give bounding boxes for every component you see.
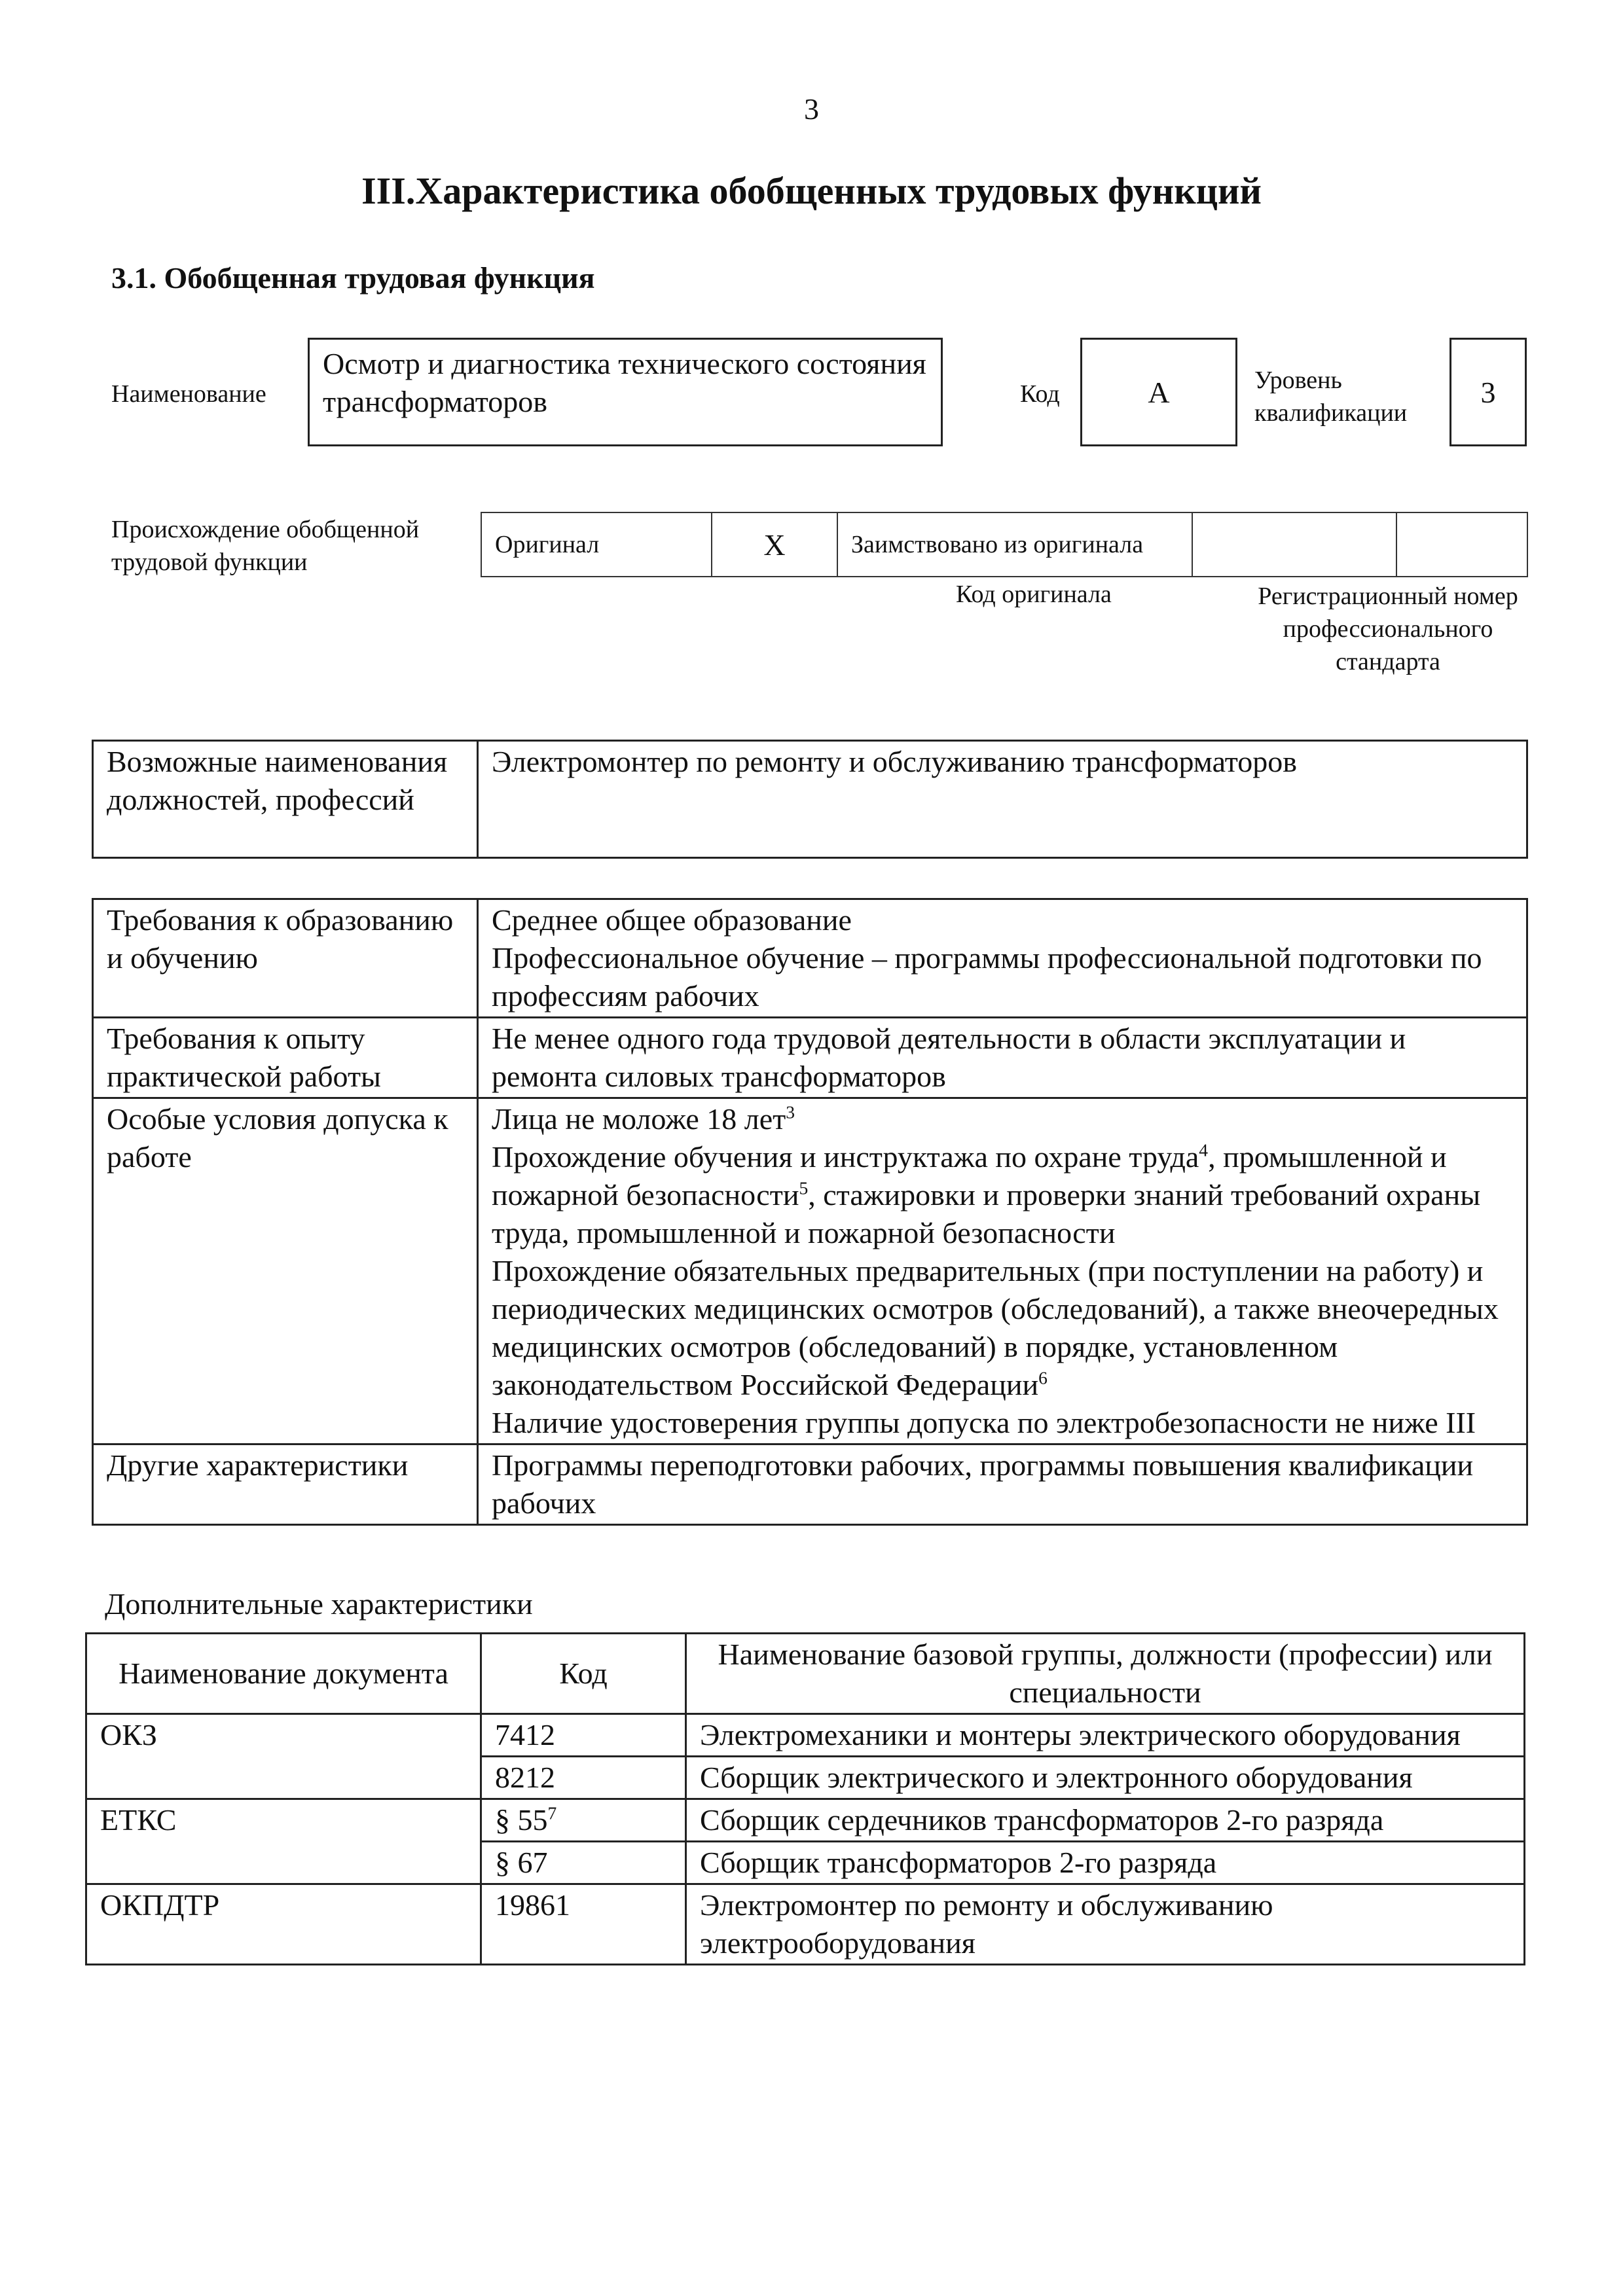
professions-row (93, 741, 1527, 858)
code-label: Код (1020, 380, 1060, 408)
okz-code-2: 8212 (481, 1757, 686, 1799)
professions-value: Электромонтер по ремонту и обслуживанию трансформаторов (478, 741, 1527, 858)
footnote-ref: 3 (786, 1102, 795, 1122)
etks-code-1: § $55^7$ (481, 1799, 686, 1842)
reg-number-cell (1396, 512, 1527, 577)
borrowed-cell: Заимствовано из оригинала (837, 512, 1192, 577)
function-name-value: Осмотр и диагностика технического состояния трансформаторов (323, 347, 926, 418)
subsection-title: 3.1. Обобщенная трудовая функция (111, 261, 595, 295)
conditions-label: Особые условия допуска к работе (93, 1098, 478, 1444)
other-label: Другие характеристики (93, 1444, 478, 1525)
okpdtr-doc: ОКПДТР (86, 1884, 481, 1965)
etks-name-1: Сборщик сердечников трансформаторов 2-го разряда (686, 1799, 1525, 1842)
level-box (1450, 338, 1527, 446)
level-value: 3 (1480, 375, 1496, 409)
header-doc: Наименование документа (86, 1634, 481, 1714)
okpdtr-code: 19861 (481, 1884, 686, 1965)
footnote-ref: 5 (799, 1177, 809, 1198)
okz-name-2: Сборщик электрического и электронного оборудования (686, 1757, 1525, 1799)
function-name-box (308, 338, 943, 446)
origin-row (481, 512, 1527, 577)
code-value: А (1148, 375, 1170, 409)
okz-name-1: Электромеханики и монтеры электрического оборудования (686, 1714, 1525, 1757)
origin-label-line2: трудовой функции (111, 548, 308, 576)
additional-header-row (86, 1634, 1525, 1714)
okz-doc: ОКЗ (86, 1714, 481, 1799)
level-label-line2: квалификации (1254, 399, 1408, 427)
code-box (1080, 338, 1237, 446)
name-label: Наименование (111, 380, 266, 408)
okz-code-1: 7412 (481, 1714, 686, 1757)
origin-table (481, 512, 1528, 577)
other-value: Программы переподготовки рабочих, программы повышения квалификации рабочих (478, 1444, 1527, 1525)
condition-certificate: Наличие удостоверения группы допуска по электробезопасности не ниже III (492, 1406, 1476, 1439)
level-label-line1: Уровень (1254, 367, 1342, 394)
etks-code-2: § 67 (481, 1842, 686, 1884)
original-code-cell (1192, 512, 1396, 577)
level-label (1254, 364, 1407, 429)
other-row (93, 1444, 1527, 1525)
education-line-1: Среднее общее образование (492, 903, 852, 937)
etks-doc: ЕТКС (86, 1799, 481, 1884)
condition-medical: Прохождение обязательных предварительных (при поступлении на работу) и периодических медицинских осмотров (обследований), а также внеочередных медицинских осмотров (обследований) в порядке, установленном законодательством Российской Федерации$^6$ (492, 1254, 1499, 1401)
original-mark-cell: X (712, 512, 837, 577)
requirements-table (92, 898, 1528, 1526)
conditions-row (93, 1098, 1527, 1444)
header-code: Код (481, 1634, 686, 1714)
education-line-2: Профессиональное обучение – программы профессиональной подготовки по профессиям рабочих (492, 941, 1482, 1013)
experience-row (93, 1018, 1527, 1098)
experience-label: Требования к опыту практической работы (93, 1018, 478, 1098)
reg-number-caption: Регистрационный номер профессионального стандарта (1258, 583, 1518, 675)
condition-training: Прохождение обучения и инструктажа по охране труда$^4$, промышленной и пожарной безопасности$^5$, стажировки и проверки знаний требований охраны труда, промышленной и пожарной безопасности (492, 1139, 1481, 1249)
conditions-value (478, 1098, 1527, 1444)
page-number: 3 (804, 92, 819, 126)
experience-value: Не менее одного года трудовой деятельности в области эксплуатации и ремонта силовых трансформаторов (478, 1018, 1527, 1098)
code-original-caption: Код оригинала (956, 581, 1112, 608)
footnote-ref: 7 (547, 1803, 557, 1823)
education-label: Требования к образованию и обучению (93, 899, 478, 1018)
okpdtr-name: Электромонтер по ремонту и обслуживанию электрооборудования (686, 1884, 1525, 1965)
footnote-ref: 4 (1199, 1139, 1209, 1160)
table-row (86, 1799, 1525, 1842)
original-cell: Оригинал (481, 512, 712, 577)
header-name: Наименование базовой группы, должности (профессии) или специальности (686, 1634, 1525, 1714)
additional-table (85, 1632, 1525, 1965)
condition-age: Лица не моложе 18 лет$^3$ (492, 1102, 795, 1136)
table-row (86, 1884, 1525, 1965)
education-row (93, 899, 1527, 1018)
origin-label-line1: Происхождение обобщенной (111, 516, 420, 543)
professions-label: Возможные наименования должностей, профессий (93, 741, 478, 858)
additional-title: Дополнительные характеристики (105, 1587, 533, 1621)
education-value (478, 899, 1527, 1018)
etks-name-2: Сборщик трансформаторов 2-го разряда (686, 1842, 1525, 1884)
footnote-ref: 6 (1038, 1367, 1048, 1388)
origin-label (111, 513, 419, 579)
table-row (86, 1714, 1525, 1757)
professions-table (92, 740, 1528, 859)
section-title: III.Характеристика обобщенных трудовых функций (361, 170, 1262, 212)
